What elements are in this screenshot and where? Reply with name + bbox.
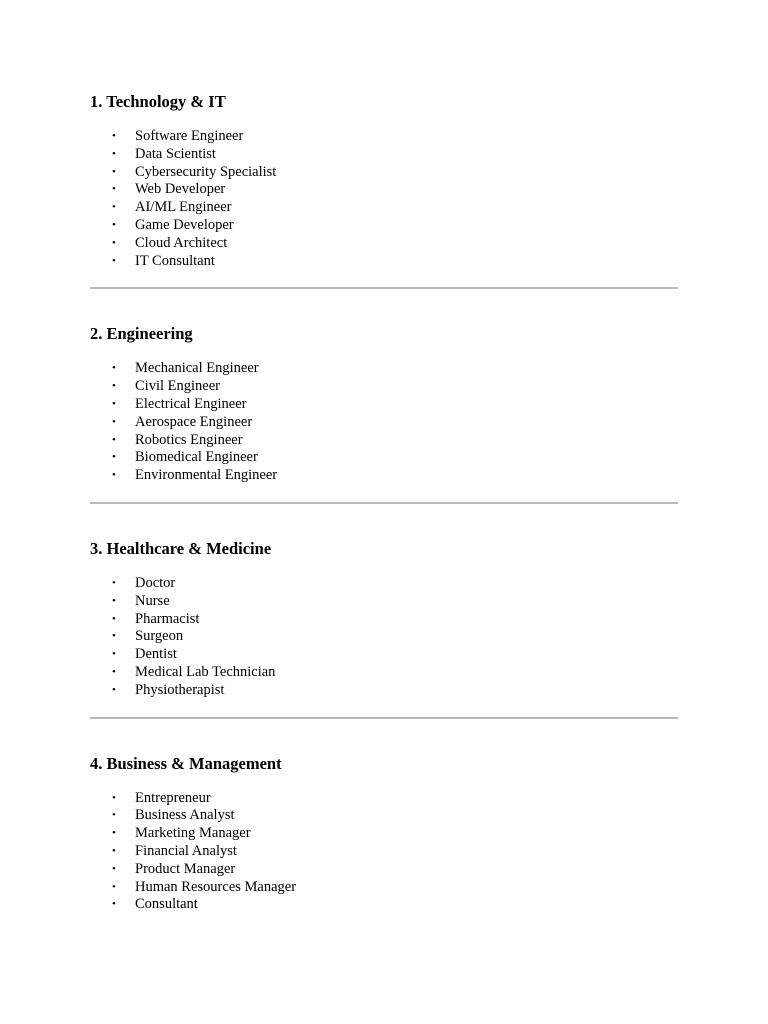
list-item-label: Doctor <box>135 574 176 591</box>
section-title: 3. Healthcare & Medicine <box>90 538 272 558</box>
list-item <box>90 253 678 271</box>
bullet-icon: • <box>112 576 116 589</box>
list-item-label: Electrical Engineer <box>135 395 247 412</box>
bullet-icon: • <box>112 880 116 893</box>
bullet-icon: • <box>112 362 116 375</box>
bullet-icon: • <box>112 433 116 446</box>
list-item-label: Cybersecurity Specialist <box>135 163 277 180</box>
list-item <box>90 825 678 843</box>
list-item <box>90 861 678 879</box>
list-item-label: Aerospace Engineer <box>135 413 253 430</box>
bullet-icon: • <box>112 898 116 911</box>
section-title: 2. Engineering <box>90 324 193 344</box>
list-item-label: Financial Analyst <box>135 842 237 859</box>
section-divider <box>90 287 678 289</box>
list-item <box>90 467 678 485</box>
list-item <box>90 432 678 450</box>
section-title: 1. Technology & IT <box>90 92 226 111</box>
list-item <box>90 396 678 414</box>
bullet-icon: • <box>112 594 116 607</box>
bullet-icon: • <box>112 844 116 857</box>
bullet-icon: • <box>112 791 116 804</box>
list-item-label: Cloud Architect <box>135 234 228 251</box>
bullet-icon: • <box>112 862 116 875</box>
list-item <box>90 449 678 467</box>
list-item-label: IT Consultant <box>135 252 215 269</box>
section-technology-it <box>90 91 678 270</box>
bullet-icon: • <box>112 397 116 410</box>
list-item-label: Dentist <box>135 646 177 663</box>
list-item-label: Civil Engineer <box>135 378 220 395</box>
list-item-label: Pharmacist <box>135 610 200 627</box>
list-item <box>90 217 678 235</box>
list-item <box>90 896 678 914</box>
bullet-icon: • <box>112 827 116 840</box>
list-item <box>90 664 678 682</box>
list-item-label: Environmental Engineer <box>135 467 278 484</box>
list-item <box>90 807 678 825</box>
list-item <box>90 575 678 593</box>
bullet-icon: • <box>112 415 116 428</box>
list-item-label: Data Scientist <box>135 145 216 162</box>
career-list <box>90 790 678 915</box>
list-item-label: Product Manager <box>135 860 236 877</box>
list-item-label: Web Developer <box>135 181 226 198</box>
bullet-icon: • <box>112 469 116 482</box>
list-item-label: Software Engineer <box>135 128 244 144</box>
list-item-label: Nurse <box>135 592 170 609</box>
bullet-icon: • <box>112 147 116 160</box>
list-item <box>90 414 678 432</box>
list-item-label: Biomedical Engineer <box>135 449 258 466</box>
list-item <box>90 682 678 700</box>
list-item <box>90 843 678 861</box>
list-item-label: Human Resources Manager <box>135 878 297 895</box>
career-list <box>90 128 678 270</box>
list-item <box>90 378 678 396</box>
bullet-icon: • <box>112 236 116 249</box>
bullet-icon: • <box>112 218 116 231</box>
list-item-label: Mechanical Engineer <box>135 360 259 377</box>
list-item-label: Robotics Engineer <box>135 431 243 448</box>
list-item <box>90 199 678 217</box>
list-item-label: AI/ML Engineer <box>135 199 232 216</box>
bullet-icon: • <box>112 665 116 678</box>
list-item <box>90 146 678 164</box>
bullet-icon: • <box>112 254 116 267</box>
bullet-icon: • <box>112 612 116 625</box>
list-item-label: Consultant <box>135 896 198 913</box>
list-item <box>90 646 678 664</box>
bullet-icon: • <box>112 201 116 214</box>
list-item-label: Physiotherapist <box>135 681 225 698</box>
bullet-icon: • <box>112 648 116 661</box>
bullet-icon: • <box>112 809 116 822</box>
bullet-icon: • <box>112 130 116 142</box>
list-item <box>90 628 678 646</box>
career-list <box>90 360 678 485</box>
list-item <box>90 593 678 611</box>
bullet-icon: • <box>112 380 116 393</box>
career-list <box>90 575 678 700</box>
list-item-label: Medical Lab Technician <box>135 663 276 680</box>
section-healthcare-medicine <box>90 538 678 700</box>
section-title: 4. Business & Management <box>90 753 282 773</box>
list-item-label: Entrepreneur <box>135 789 211 806</box>
list-item-label: Marketing Manager <box>135 825 251 842</box>
section-business-management <box>90 753 678 915</box>
list-item <box>90 790 678 808</box>
list-item <box>90 164 678 182</box>
list-item <box>90 181 678 199</box>
bullet-icon: • <box>112 165 116 178</box>
list-item <box>90 235 678 253</box>
section-divider <box>90 502 678 504</box>
list-item-label: Business Analyst <box>135 807 235 824</box>
bullet-icon: • <box>112 630 116 643</box>
list-item <box>90 360 678 378</box>
list-item-label: Game Developer <box>135 216 234 233</box>
bullet-icon: • <box>112 451 116 464</box>
list-item <box>90 128 678 146</box>
bullet-icon: • <box>112 683 116 696</box>
bullet-icon: • <box>112 183 116 196</box>
document-page <box>90 91 678 914</box>
list-item-label: Surgeon <box>135 628 184 645</box>
section-divider <box>90 717 678 719</box>
list-item <box>90 879 678 897</box>
list-item <box>90 611 678 629</box>
section-engineering <box>90 323 678 485</box>
